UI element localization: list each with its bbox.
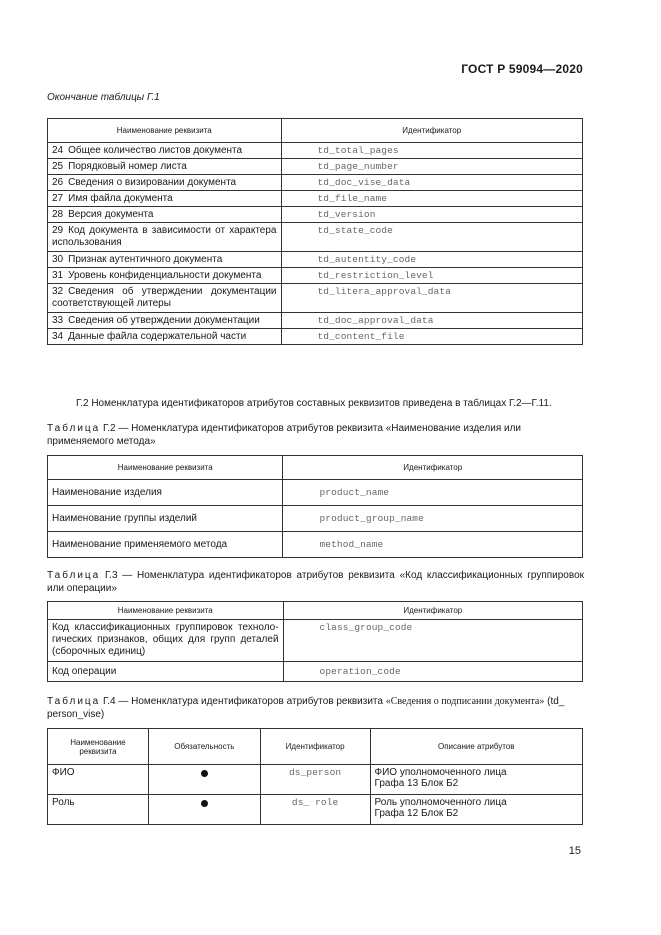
table-row bbox=[48, 765, 583, 795]
identifier-cell: class_group_code bbox=[283, 620, 582, 662]
identifier-cell: td_total_pages bbox=[281, 143, 583, 159]
table-row: 34 Данные файла содержательной части bbox=[48, 329, 282, 345]
table-row: 32 Сведения об утверждении документации соответствующей литеры bbox=[48, 284, 282, 313]
column-header-name: Наименование реквизита bbox=[48, 729, 149, 765]
required-dot-icon bbox=[201, 770, 208, 777]
column-header-identifier: Идентификатор bbox=[283, 602, 582, 620]
identifier-cell: td_content_file bbox=[281, 329, 583, 345]
paragraph-g2: Г.2 Номенклатура идентификаторов атрибутов составных реквизитов приведена в таблицах Г.2—Г.11. bbox=[76, 398, 552, 409]
table-row: 33 Сведения об утверждении документации bbox=[48, 313, 282, 329]
table-row: 24 Общее количество листов документа bbox=[48, 143, 282, 159]
table-row: Наименование группы изделий bbox=[48, 506, 283, 532]
description-cell: Роль уполномоченного лица Графа 12 Блок Б2 bbox=[370, 795, 582, 825]
table-row: Наименование применяемого метода bbox=[48, 532, 283, 558]
attribute-name: Роль bbox=[48, 795, 149, 825]
identifier-cell: td_state_code bbox=[281, 223, 583, 252]
identifier-cell: method_name bbox=[283, 532, 583, 558]
column-header-identifier: Идентификатор bbox=[283, 456, 583, 480]
column-header-name: Наименование реквизита bbox=[48, 119, 282, 143]
table-row: 26 Сведения о визировании документа bbox=[48, 175, 282, 191]
identifier-cell: td_litera_approval_data bbox=[281, 284, 583, 313]
table-row: 25 Порядковый номер листа bbox=[48, 159, 282, 175]
table-row: 28 Версия документа bbox=[48, 207, 282, 223]
identifier-cell: td_restriction_level bbox=[281, 268, 583, 284]
required-dot-icon bbox=[201, 800, 208, 807]
identifier-cell: ds_ role bbox=[260, 795, 370, 825]
column-header-name: Наименование реквизита bbox=[48, 456, 283, 480]
table-g1 bbox=[47, 118, 583, 345]
column-header-identifier: Идентификатор bbox=[281, 119, 583, 143]
table-row: 31 Уровень конфиденциальности документа bbox=[48, 268, 282, 284]
identifier-cell: td_doc_vise_data bbox=[281, 175, 583, 191]
table-row: Код классификационных группировок техноло-гических признаков, общих для групп деталей (сборочных единиц) bbox=[48, 620, 284, 662]
table-row: 29 Код документа в зависимости от характера использования bbox=[48, 223, 282, 252]
table-g3 bbox=[47, 601, 583, 682]
table-g1-caption: Окончание таблицы Г.1 bbox=[47, 92, 160, 103]
identifier-cell: operation_code bbox=[283, 662, 582, 682]
column-header-description: Описание атрибутов bbox=[370, 729, 582, 765]
standard-header: ГОСТ Р 59094—2020 bbox=[461, 62, 583, 76]
page-number: 15 bbox=[568, 845, 581, 857]
table-row: 27 Имя файла документа bbox=[48, 191, 282, 207]
table-row: Наименование изделия bbox=[48, 480, 283, 506]
required-cell bbox=[148, 765, 260, 795]
column-header-name: Наименование реквизита bbox=[48, 602, 284, 620]
table-g2-caption: Таблица Г.2 — Номенклатура идентификаторов атрибутов реквизита «Наименование изделия или применяемого метода» bbox=[47, 423, 522, 447]
table-row bbox=[48, 795, 583, 825]
identifier-cell: td_doc_approval_data bbox=[281, 313, 583, 329]
attribute-name: ФИО bbox=[48, 765, 149, 795]
table-row: Код операции bbox=[48, 662, 284, 682]
identifier-cell: td_version bbox=[281, 207, 583, 223]
column-header-required: Обязательность bbox=[148, 729, 260, 765]
required-cell bbox=[148, 795, 260, 825]
identifier-cell: td_page_number bbox=[281, 159, 583, 175]
column-header-identifier: Идентификатор bbox=[260, 729, 370, 765]
description-cell: ФИО уполномоченного лица Графа 13 Блок Б2 bbox=[370, 765, 582, 795]
identifier-cell: ds_person bbox=[260, 765, 370, 795]
table-g4-caption: Таблица Г.4 — Номенклатура идентификаторов атрибутов реквизита «Сведения о подписании документа» (td_ person_vise) bbox=[47, 696, 565, 720]
table-row: 30 Признак аутентичного документа bbox=[48, 252, 282, 268]
identifier-cell: td_autentity_code bbox=[281, 252, 583, 268]
table-g3-caption: Таблица Г.3 — Номенклатура идентификаторов атрибутов реквизита «Код классификационных группировок или операции» bbox=[47, 570, 584, 594]
identifier-cell: product_name bbox=[283, 480, 583, 506]
table-g2 bbox=[47, 455, 583, 558]
identifier-cell: td_file_name bbox=[281, 191, 583, 207]
table-g4 bbox=[47, 728, 583, 825]
identifier-cell: product_group_name bbox=[283, 506, 583, 532]
